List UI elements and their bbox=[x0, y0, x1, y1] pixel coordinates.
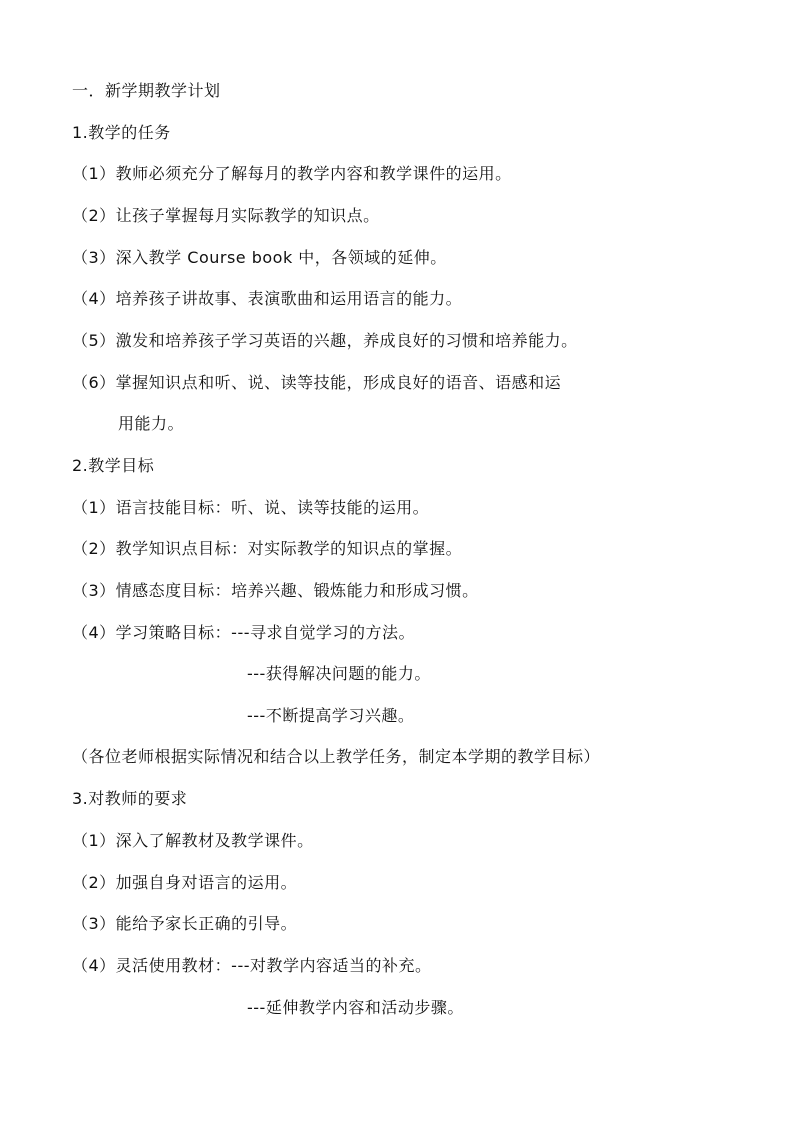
list-item-sub: ---不断提高学习兴趣。 bbox=[247, 706, 415, 725]
list-item: （3）能给予家长正确的引导。 bbox=[72, 914, 298, 933]
document-title: 一．新学期教学计划 bbox=[72, 81, 221, 100]
list-item: （1）教师必须充分了解每月的教学内容和教学课件的运用。 bbox=[72, 164, 512, 183]
list-item: （4）培养孩子讲故事、表演歌曲和运用语言的能力。 bbox=[72, 289, 463, 308]
list-item: （3）情感态度目标：培养兴趣、锻炼能力和形成习惯。 bbox=[72, 581, 479, 600]
section-heading-goals: 2.教学目标 bbox=[72, 456, 155, 475]
list-item: （2）加强自身对语言的运用。 bbox=[72, 873, 298, 892]
list-item: （6）掌握知识点和听、说、读等技能，形成良好的语音、语感和运 bbox=[72, 373, 562, 392]
list-item: （4）学习策略目标：---寻求自觉学习的方法。 bbox=[72, 623, 416, 642]
list-item: （2）教学知识点目标：对实际教学的知识点的掌握。 bbox=[72, 539, 463, 558]
list-item: （1）语言技能目标：听、说、读等技能的运用。 bbox=[72, 498, 430, 517]
list-item-sub: ---延伸教学内容和活动步骤。 bbox=[247, 998, 464, 1017]
section-heading-requirements: 3.对教师的要求 bbox=[72, 789, 188, 808]
section-note: （各位老师根据实际情况和结合以上教学任务，制定本学期的教学目标） bbox=[72, 747, 601, 766]
list-item: （2）让孩子掌握每月实际教学的知识点。 bbox=[72, 206, 380, 225]
list-item: （4）灵活使用教材：---对教学内容适当的补充。 bbox=[72, 956, 432, 975]
list-item: （5）激发和培养孩子学习英语的兴趣，养成良好的习惯和培养能力。 bbox=[72, 331, 578, 350]
list-item-continuation: 用能力。 bbox=[118, 414, 185, 433]
list-item: （1）深入了解教材及教学课件。 bbox=[72, 831, 314, 850]
list-item-sub: ---获得解决问题的能力。 bbox=[247, 664, 431, 683]
list-item: （3）深入教学 Course book 中，各领域的延伸。 bbox=[72, 248, 447, 267]
section-heading-tasks: 1.教学的任务 bbox=[72, 123, 171, 142]
